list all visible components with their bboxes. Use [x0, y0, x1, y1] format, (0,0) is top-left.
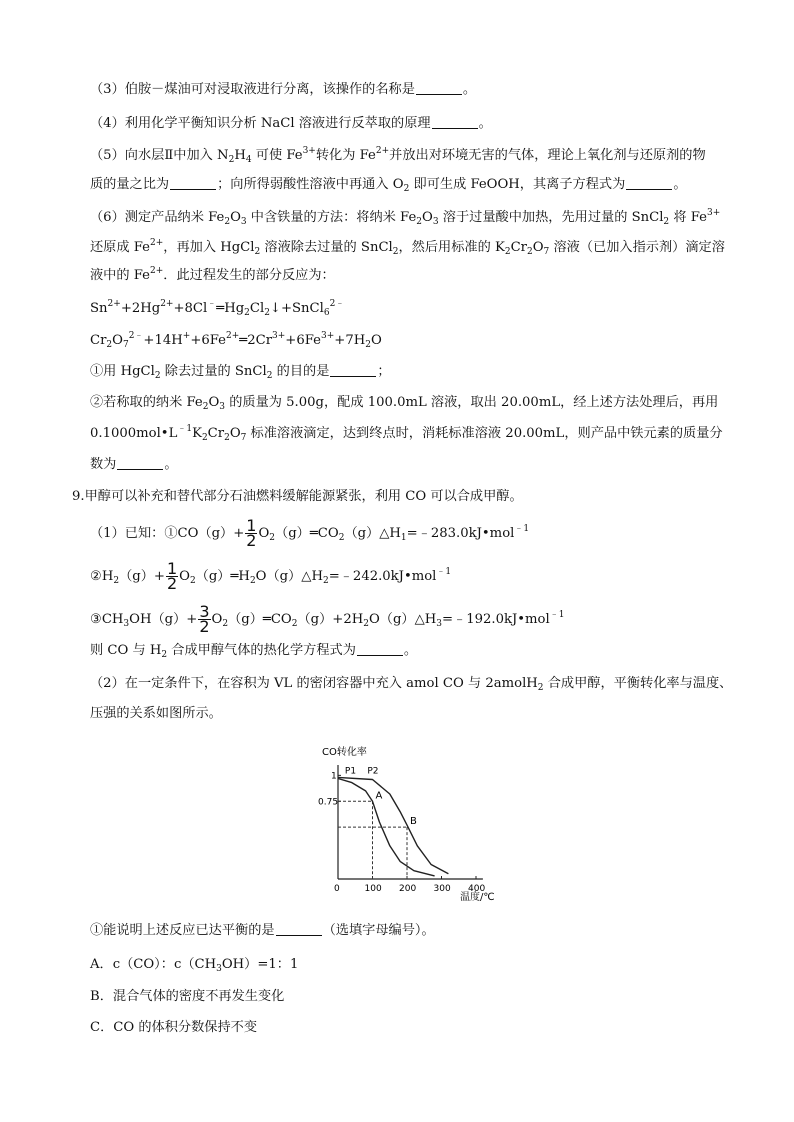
- superscript: 2+: [226, 331, 240, 341]
- text: ．此过程发生的部分反应为：: [163, 268, 335, 283]
- text: 溶液除去过量的 SnCl: [260, 240, 393, 255]
- answer-blank: [432, 114, 478, 129]
- text: （g）+: [119, 569, 165, 584]
- superscript: ﹣1: [177, 424, 193, 434]
- subscript: 2: [249, 576, 256, 586]
- text: Cl: [249, 301, 265, 316]
- text: （g）═CO: [275, 526, 339, 541]
- text: 将 Fe: [669, 210, 707, 225]
- text: 。: [403, 643, 418, 658]
- superscript: +: [182, 331, 191, 341]
- text: 则 CO 与 H: [90, 643, 162, 658]
- superscript: 2+: [150, 238, 164, 248]
- text: 并放出对环境无害的气体，理论上氧化剂与还原剂的物: [389, 148, 706, 163]
- text: 质的量之比为: [90, 177, 170, 192]
- subscript: 2: [269, 533, 276, 543]
- question-3: [90, 80, 476, 100]
- text: 。: [164, 457, 178, 472]
- x-tick-label: 100: [364, 884, 382, 894]
- text: 标准溶液滴定，达到终点时，消耗标准溶液 20.00mL，则产品中铁元素的质量分: [246, 426, 723, 441]
- text: 合成甲醇气体的热化学方程式为: [167, 643, 356, 658]
- question-6-line3: [90, 266, 335, 286]
- sub-question-2-line2: [90, 424, 723, 444]
- fraction-numerator: 3: [199, 602, 210, 621]
- chart-points: [376, 790, 418, 827]
- x-axis-label: 温度/℃: [460, 892, 495, 903]
- text: ①能说明上述反应已达平衡的是: [90, 923, 275, 938]
- text: ↓+SnCl: [269, 301, 324, 316]
- text: （3）伯胺－煤油可对浸取液进行分离，该操作的名称是: [90, 82, 415, 97]
- fraction-numerator: 1: [166, 559, 178, 578]
- thermo-eq-1: [90, 516, 530, 550]
- subscript: 6: [323, 308, 330, 318]
- question-4: [90, 114, 492, 134]
- x-tick-label: 400: [468, 884, 486, 894]
- superscript: 2+: [160, 299, 174, 309]
- equation-sn: [90, 299, 344, 319]
- subscript: 2: [403, 184, 410, 194]
- text: O: [112, 333, 123, 348]
- y-tick-label: 0.75: [318, 797, 339, 808]
- subscript: 2: [161, 650, 168, 660]
- subscript: 7: [122, 340, 129, 350]
- text: ②H: [90, 569, 114, 584]
- text: +6Fe: [190, 333, 226, 348]
- subscript: 4: [245, 155, 252, 165]
- text: 的目的是: [272, 364, 330, 379]
- question-9-part-2-line1: [90, 674, 732, 694]
- superscript: ﹣1: [514, 524, 530, 534]
- text: ═Hg: [216, 301, 245, 316]
- superscript: 2+: [375, 146, 390, 156]
- text: A．c（CO）：c（CH: [90, 957, 217, 972]
- subscript: 2: [228, 155, 235, 165]
- text: 溶于过量酸中加热，先用过量的 SnCl: [438, 210, 664, 225]
- text: 还原成 Fe: [90, 240, 150, 255]
- superscript: ﹣: [207, 299, 217, 309]
- subscript: 2: [113, 576, 120, 586]
- subscript: 3: [432, 217, 439, 227]
- text: OH（g）+: [129, 612, 198, 627]
- text: 压强的关系如图所示。: [90, 706, 222, 721]
- sub-question-2-line3: [90, 455, 178, 475]
- subscript: 7: [543, 247, 550, 257]
- subscript: 2: [189, 576, 196, 586]
- text: +14H: [143, 333, 183, 348]
- text: ；向所得弱酸性溶液中再通入 O: [217, 177, 404, 192]
- superscript: 2﹣: [128, 331, 144, 341]
- subscript: 1: [400, 533, 407, 543]
- fraction-denominator: 2: [199, 617, 210, 636]
- superscript: 3+: [302, 146, 316, 156]
- text: OH）=1：1: [221, 957, 299, 972]
- text: ②若称取的纳米 Fe: [90, 395, 203, 410]
- sub-question-2-line1: [90, 393, 718, 413]
- fraction: [166, 559, 178, 593]
- sub-question-1: [90, 362, 391, 382]
- subscript: 2: [338, 533, 345, 543]
- text: B．混合气体的密度不再发生变化: [90, 989, 285, 1004]
- subscript: 2: [254, 247, 261, 257]
- subscript: 2: [365, 340, 371, 350]
- subscript: 2: [663, 217, 670, 227]
- text: ①用 HgCl: [90, 364, 155, 379]
- question-5-line1: [90, 146, 706, 166]
- superscript: ﹣1: [436, 567, 452, 577]
- text: Cr: [510, 240, 527, 255]
- superscript: 2+: [150, 266, 164, 276]
- text: （g）△H: [344, 526, 401, 541]
- text: 。: [462, 82, 477, 97]
- subscript: 3: [216, 964, 222, 974]
- text: （g）═H: [195, 569, 250, 584]
- thermo-question: [90, 641, 417, 661]
- question-9-part-2-line2: [90, 704, 222, 724]
- subscript: 2: [202, 402, 209, 412]
- fraction-denominator: 2: [246, 531, 257, 550]
- answer-blank: [626, 175, 672, 190]
- answer-blank: [357, 641, 403, 656]
- y-tick-label: 1: [331, 771, 337, 782]
- text: O: [258, 526, 270, 541]
- text: 0.1000mol•L: [90, 426, 178, 441]
- text: 可使 Fe: [251, 148, 303, 163]
- answer-blank: [416, 80, 462, 95]
- subscript: 7: [240, 433, 247, 443]
- question-6-line1: [90, 208, 720, 228]
- text: （1）已知：①CO（g）+: [90, 526, 245, 541]
- text: 合成甲醇，平衡转化率与温度、: [543, 676, 733, 691]
- question-6-line2: [90, 238, 725, 258]
- text: O: [230, 210, 241, 225]
- subscript: 2: [291, 619, 298, 629]
- superscript: ﹣1: [549, 610, 565, 620]
- point-label: A: [375, 790, 383, 802]
- text: C．CO 的体积分数保持不变: [90, 1020, 258, 1035]
- fraction-numerator: 1: [246, 516, 257, 535]
- answer-blank: [170, 175, 216, 190]
- text: ，然后用标准的 K: [398, 240, 505, 255]
- series-line-p2: [338, 777, 448, 873]
- text: 即可生成 FeOOH，其离子方程式为: [409, 177, 626, 192]
- subscript: 2: [392, 247, 399, 257]
- text: O: [179, 569, 190, 584]
- subscript: 2: [322, 576, 329, 586]
- y-axis-label: CO转化率: [322, 747, 367, 758]
- text: 液中的 Fe: [90, 268, 150, 283]
- answer-blank: [330, 362, 376, 377]
- text: （g）+2H: [297, 612, 364, 627]
- text: +8Cl: [173, 301, 208, 316]
- text: （6）测定产品纳米 Fe: [90, 210, 225, 225]
- text: 溶液（已加入指示剂）滴定溶: [549, 240, 725, 255]
- text: 9.甲醇可以补充和替代部分石油燃料缓解能源紧张，利用 CO 可以合成甲醇。: [72, 489, 523, 504]
- equation-cr: [90, 331, 382, 351]
- subscript: 2: [526, 247, 533, 257]
- question-9-title: [72, 487, 523, 507]
- text: 转化为 Fe: [315, 148, 376, 163]
- series-line-p1: [338, 779, 435, 876]
- subscript: 3: [123, 619, 130, 629]
- text: O（g）△H: [255, 569, 323, 584]
- series-label: P2: [367, 766, 379, 777]
- subscript: 2: [363, 619, 369, 629]
- text: O: [370, 333, 382, 348]
- text: 的质量为 5.00g，配成 100.0mL 溶液，取出 20.00mL，经上述方法处理后，再用: [225, 395, 719, 410]
- conversion-chart: [318, 745, 508, 905]
- text: ③CH: [90, 612, 124, 627]
- text: （5）向水层Ⅱ中加入 N: [90, 148, 229, 163]
- text: （4）利用化学平衡知识分析 NaCl 溶液进行反萃取的原理: [90, 116, 431, 131]
- sub-question-9-2-1: [90, 921, 435, 941]
- answer-blank: [117, 455, 163, 470]
- subscript: 2: [244, 308, 250, 318]
- subscript: 2: [224, 433, 230, 443]
- subscript: 2: [264, 308, 270, 318]
- text: O: [229, 426, 241, 441]
- point-label: B: [410, 816, 417, 828]
- text: ；: [377, 364, 391, 379]
- subscript: 2: [201, 433, 208, 443]
- text: （选填字母编号）。: [322, 923, 435, 938]
- superscript: 3+: [272, 331, 286, 341]
- text: +7H: [334, 333, 366, 348]
- text: 。: [478, 116, 492, 131]
- option-b: [90, 987, 284, 1007]
- question-5-line2: [90, 175, 687, 195]
- text: H: [234, 148, 246, 163]
- text: ，再加入 HgCl: [163, 240, 255, 255]
- superscript: 2+: [107, 299, 121, 309]
- text: 。: [673, 177, 687, 192]
- text: Cr: [207, 426, 225, 441]
- subscript: 2: [537, 683, 544, 693]
- text: +2Hg: [120, 301, 161, 316]
- x-tick-label: 200: [399, 884, 417, 894]
- text: （g）═CO: [228, 612, 292, 627]
- text: ═2Cr: [239, 333, 273, 348]
- series-label: P1: [344, 766, 357, 777]
- superscript: 3+: [706, 208, 721, 218]
- text: 数为: [90, 457, 117, 472]
- chart-ticks: [318, 771, 485, 894]
- text: 中含铁量的方法：将纳米 Fe: [246, 210, 417, 225]
- fraction-denominator: 2: [166, 574, 178, 593]
- subscript: 2: [416, 217, 423, 227]
- fraction: [198, 602, 210, 636]
- text: +6Fe: [285, 333, 321, 348]
- subscript: 2: [266, 371, 273, 381]
- subscript: 2: [222, 619, 229, 629]
- text: Sn: [90, 301, 108, 316]
- text: O（g）△H: [368, 612, 437, 627]
- text: K: [192, 426, 202, 441]
- text: =﹣283.0kJ•mol: [406, 526, 515, 541]
- thermo-eq-2: [90, 559, 452, 593]
- fraction: [245, 516, 257, 550]
- subscript: 2: [224, 217, 231, 227]
- text: O: [532, 240, 544, 255]
- subscript: 2: [106, 340, 113, 350]
- text: O: [208, 395, 220, 410]
- subscript: 3: [219, 402, 226, 412]
- subscript: 3: [436, 619, 442, 629]
- subscript: 3: [240, 217, 247, 227]
- chart-guides: [338, 801, 407, 879]
- chart-series: [338, 766, 448, 876]
- answer-blank: [276, 921, 322, 936]
- superscript: 2﹣: [329, 299, 345, 309]
- subscript: 2: [504, 247, 511, 257]
- x-tick-label: 300: [433, 884, 451, 894]
- superscript: 3+: [320, 331, 335, 341]
- option-c: [90, 1018, 257, 1038]
- text: =﹣242.0kJ•mol: [328, 569, 437, 584]
- option-a: [90, 955, 298, 975]
- subscript: 2: [154, 371, 161, 381]
- text: =﹣192.0kJ•mol: [442, 612, 550, 627]
- text: O: [211, 612, 223, 627]
- text: Cr: [90, 333, 107, 348]
- x-tick-label: 0: [334, 884, 340, 894]
- thermo-eq-3: [90, 602, 565, 636]
- text: （2）在一定条件下，在容积为 VL 的密闭容器中充入 amol CO 与 2amolH: [90, 676, 538, 691]
- text: 除去过量的 SnCl: [160, 364, 267, 379]
- text: O: [422, 210, 433, 225]
